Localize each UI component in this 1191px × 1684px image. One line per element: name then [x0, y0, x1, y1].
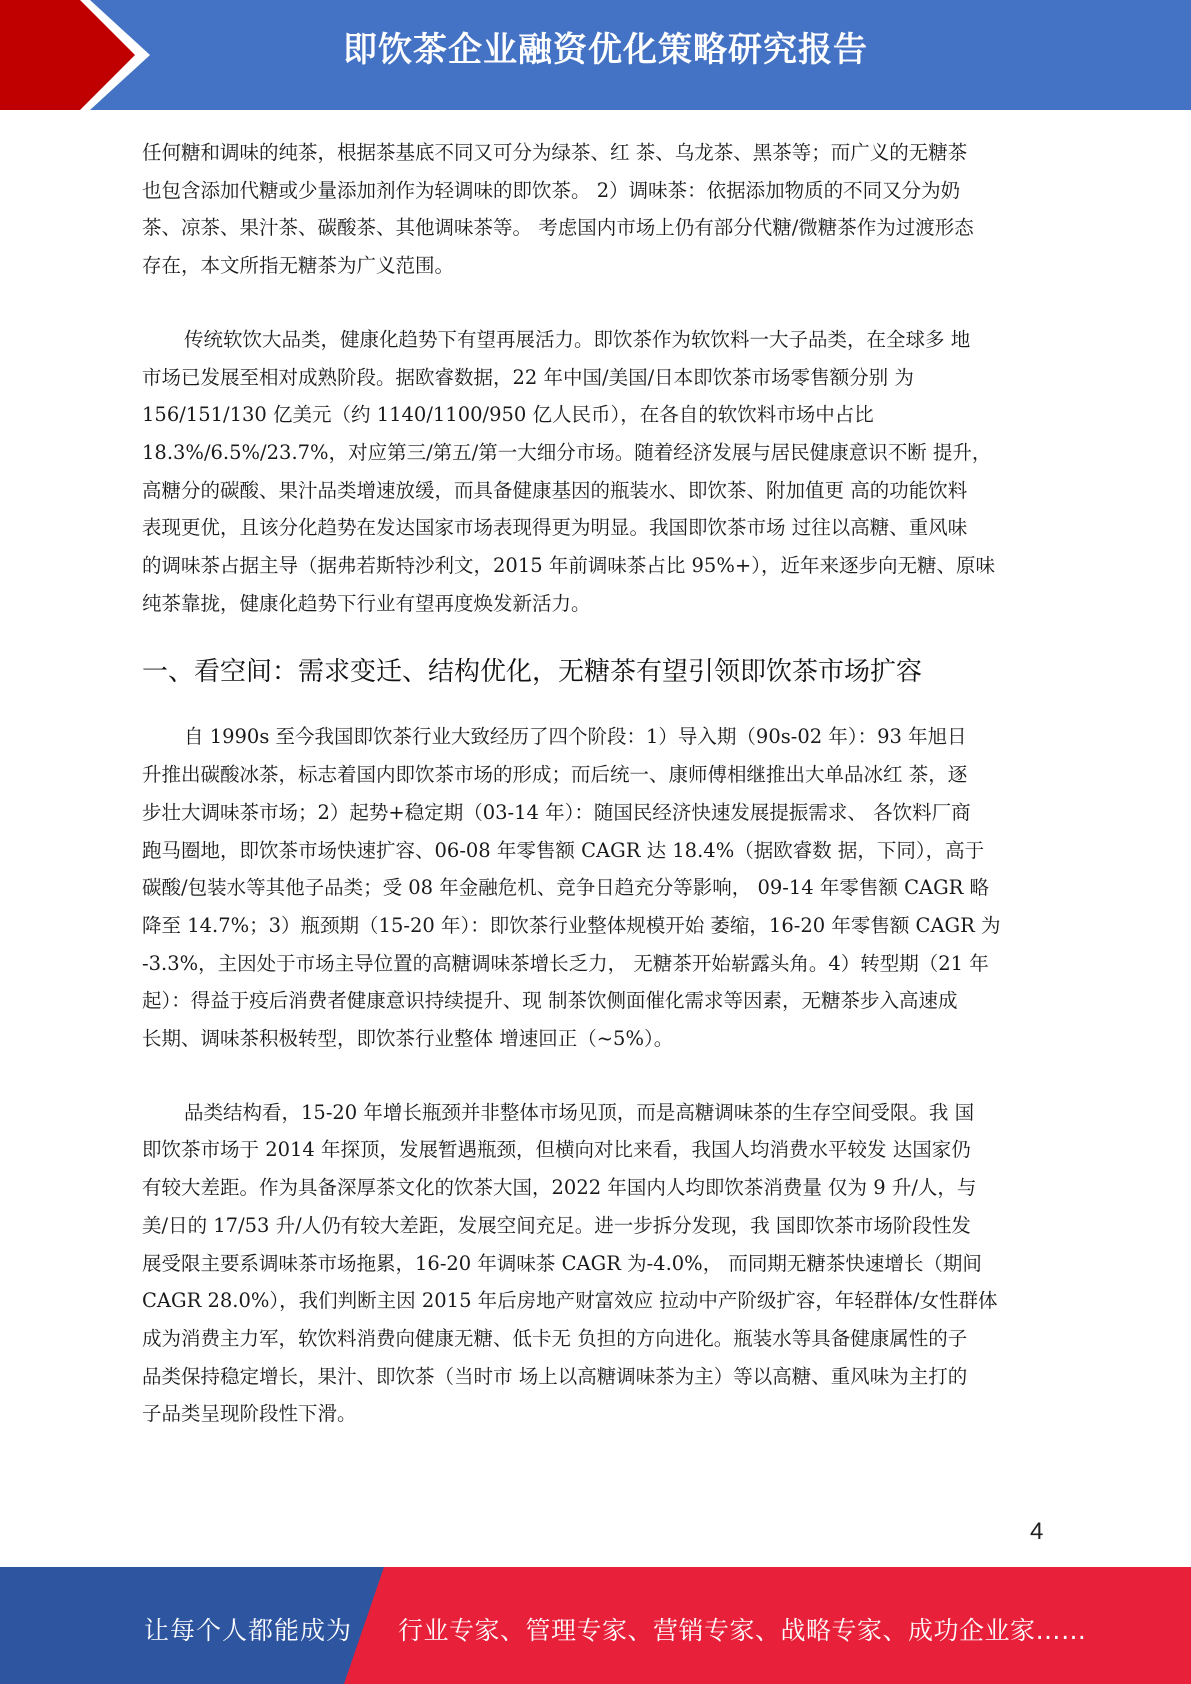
section-heading: 一、看空间：需求变迁、结构优化，无糖茶有望引领即饮茶市场扩容: [142, 657, 923, 688]
paragraph-healthy-trend: [142, 321, 1047, 623]
text-line: 的调味茶占据主导（据弗若斯特沙利文，2015 年前调味茶占比 95%+），近年来逐步向无糖、原味: [142, 554, 995, 578]
text-line: 自 1990s 至今我国即饮茶行业大致经历了四个阶段：1）导入期（90s-02 年）：93 年旭日: [184, 725, 967, 749]
text-line: -3.3%，主因处于市场主导位置的高糖调味茶增长乏力， 无糖茶开始崭露头角。4）转型期（21 年: [142, 951, 989, 975]
text-line: 表现更优，且该分化趋势在发达国家市场表现得更为明显。我国即饮茶市场 过往以高糖、重风味: [142, 516, 968, 540]
text-line: 任何糖和调味的纯茶，根据茶基底不同又可分为绿茶、红 茶、乌龙茶、黑茶等；而广义的无糖茶: [142, 141, 968, 164]
text-line: 升推出碳酸冰茶，标志着国内即饮茶市场的形成；而后统一、康师傅相继推出大单品冰红 茶，逐: [142, 763, 968, 787]
page-header: [0, 0, 1191, 110]
text-line: 成为消费主力军，软饮料消费向健康无糖、低卡无 负担的方向进化。瓶装水等具备健康属性的子: [142, 1326, 968, 1350]
paragraph-intro-continued: [142, 134, 1047, 285]
main-content: [142, 134, 1047, 1433]
text-line: 美/日的 17/53 升/人仍有较大差距，发展空间充足。进一步拆分发现，我 国即饮茶市场阶段性发: [142, 1213, 971, 1237]
text-line: 市场已发展至相对成熟阶段。据欧睿数据，22 年中国/美国/日本即饮茶市场零售额分别 为: [142, 365, 914, 389]
text-line: 降至 14.7%；3）瓶颈期（15-20 年）：即饮茶行业整体规模开始 萎缩，16-20 年零售额 CAGR 为: [142, 913, 1001, 937]
text-line: 品类保持稳定增长，果汁、即饮茶（当时市 场上以高糖调味茶为主）等以高糖、重风味为主打的: [142, 1364, 968, 1388]
text-line: 18.3%/6.5%/23.7%，对应第三/第五/第一大细分市场。随着经济发展与居民健康意识不断 提升，: [142, 440, 992, 464]
text-line: 高糖分的碳酸、果汁品类增速放缓，而具备健康基因的瓶装水、即饮茶、附加值更 高的功能饮料: [142, 478, 968, 502]
document-title: 即饮茶企业融资优化策略研究报告: [343, 30, 868, 70]
text-line: 茶、凉茶、果汁茶、碳酸茶、其他调味茶等。 考虑国内市场上仍有部分代糖/微糖茶作为过渡形态: [142, 216, 974, 240]
text-line: 长期、调味茶积极转型，即饮茶行业整体 增速回正（~5%）。: [142, 1027, 674, 1051]
text-line: 有较大差距。作为具备深厚茶文化的饮茶大国，2022 年国内人均即饮茶消费量 仅为 9 升/人，与: [142, 1176, 977, 1200]
text-line: 起）：得益于疫后消费者健康意识持续提升、现 制茶饮侧面催化需求等因素，无糖茶步入高速成: [142, 989, 958, 1013]
text-line: 也包含添加代糖或少量添加剂作为轻调味的即饮茶。 2）调味茶：依据添加物质的不同又分为奶: [142, 178, 961, 202]
paragraph-four-stages: [142, 718, 1047, 1057]
text-line: 子品类呈现阶段性下滑。: [142, 1402, 357, 1426]
text-line: 品类结构看，15-20 年增长瓶颈并非整体市场见顶，而是高糖调味茶的生存空间受限。我 国: [184, 1100, 975, 1124]
text-line: 步壮大调味茶市场；2）起势+稳定期（03-14 年）：随国民经济快速发展提振需求、 各饮料厂商: [142, 800, 971, 824]
text-line: 纯茶靠拢，健康化趋势下行业有望再度焕发新活力。: [142, 591, 591, 615]
footer-slogan-left: 让每个人都能成为: [144, 1616, 353, 1645]
footer-slogan-right: 行业专家、管理专家、营销专家、战略专家、成功企业家……: [398, 1616, 1087, 1645]
text-line: 跑马圈地，即饮茶市场快速扩容、06-08 年零售额 CAGR 达 18.4%（据欧睿数 据，下同），高于: [142, 838, 985, 862]
text-line: CAGR 28.0%），我们判断主因 2015 年后房地产财富效应 拉动中产阶级扩容，年轻群体/女性群体: [142, 1289, 998, 1313]
text-line: 传统软饮大品类，健康化趋势下有望再展活力。即饮茶作为软饮料一大子品类，在全球多 地: [184, 327, 971, 351]
text-line: 碳酸/包装水等其他子品类；受 08 年金融危机、竞争日趋充分等影响， 09-14 年零售额 CAGR 略: [142, 876, 990, 900]
page-number: 4: [1030, 1518, 1044, 1545]
text-line: 即饮茶市场于 2014 年探顶，发展暂遇瓶颈，但横向对比来看，我国人均消费水平较发 达国家仍: [142, 1138, 971, 1162]
page-footer: [0, 1567, 1191, 1684]
text-line: 156/151/130 亿美元（约 1140/1100/950 亿人民币），在各自的软饮料市场中占比: [142, 403, 874, 427]
paragraph-category-structure: [142, 1094, 1047, 1433]
text-line: 展受限主要系调味茶市场拖累，16-20 年调味茶 CAGR 为-4.0%， 而同期无糖茶快速增长（期间: [142, 1251, 982, 1275]
text-line: 存在，本文所指无糖茶为广义范围。: [142, 254, 455, 278]
